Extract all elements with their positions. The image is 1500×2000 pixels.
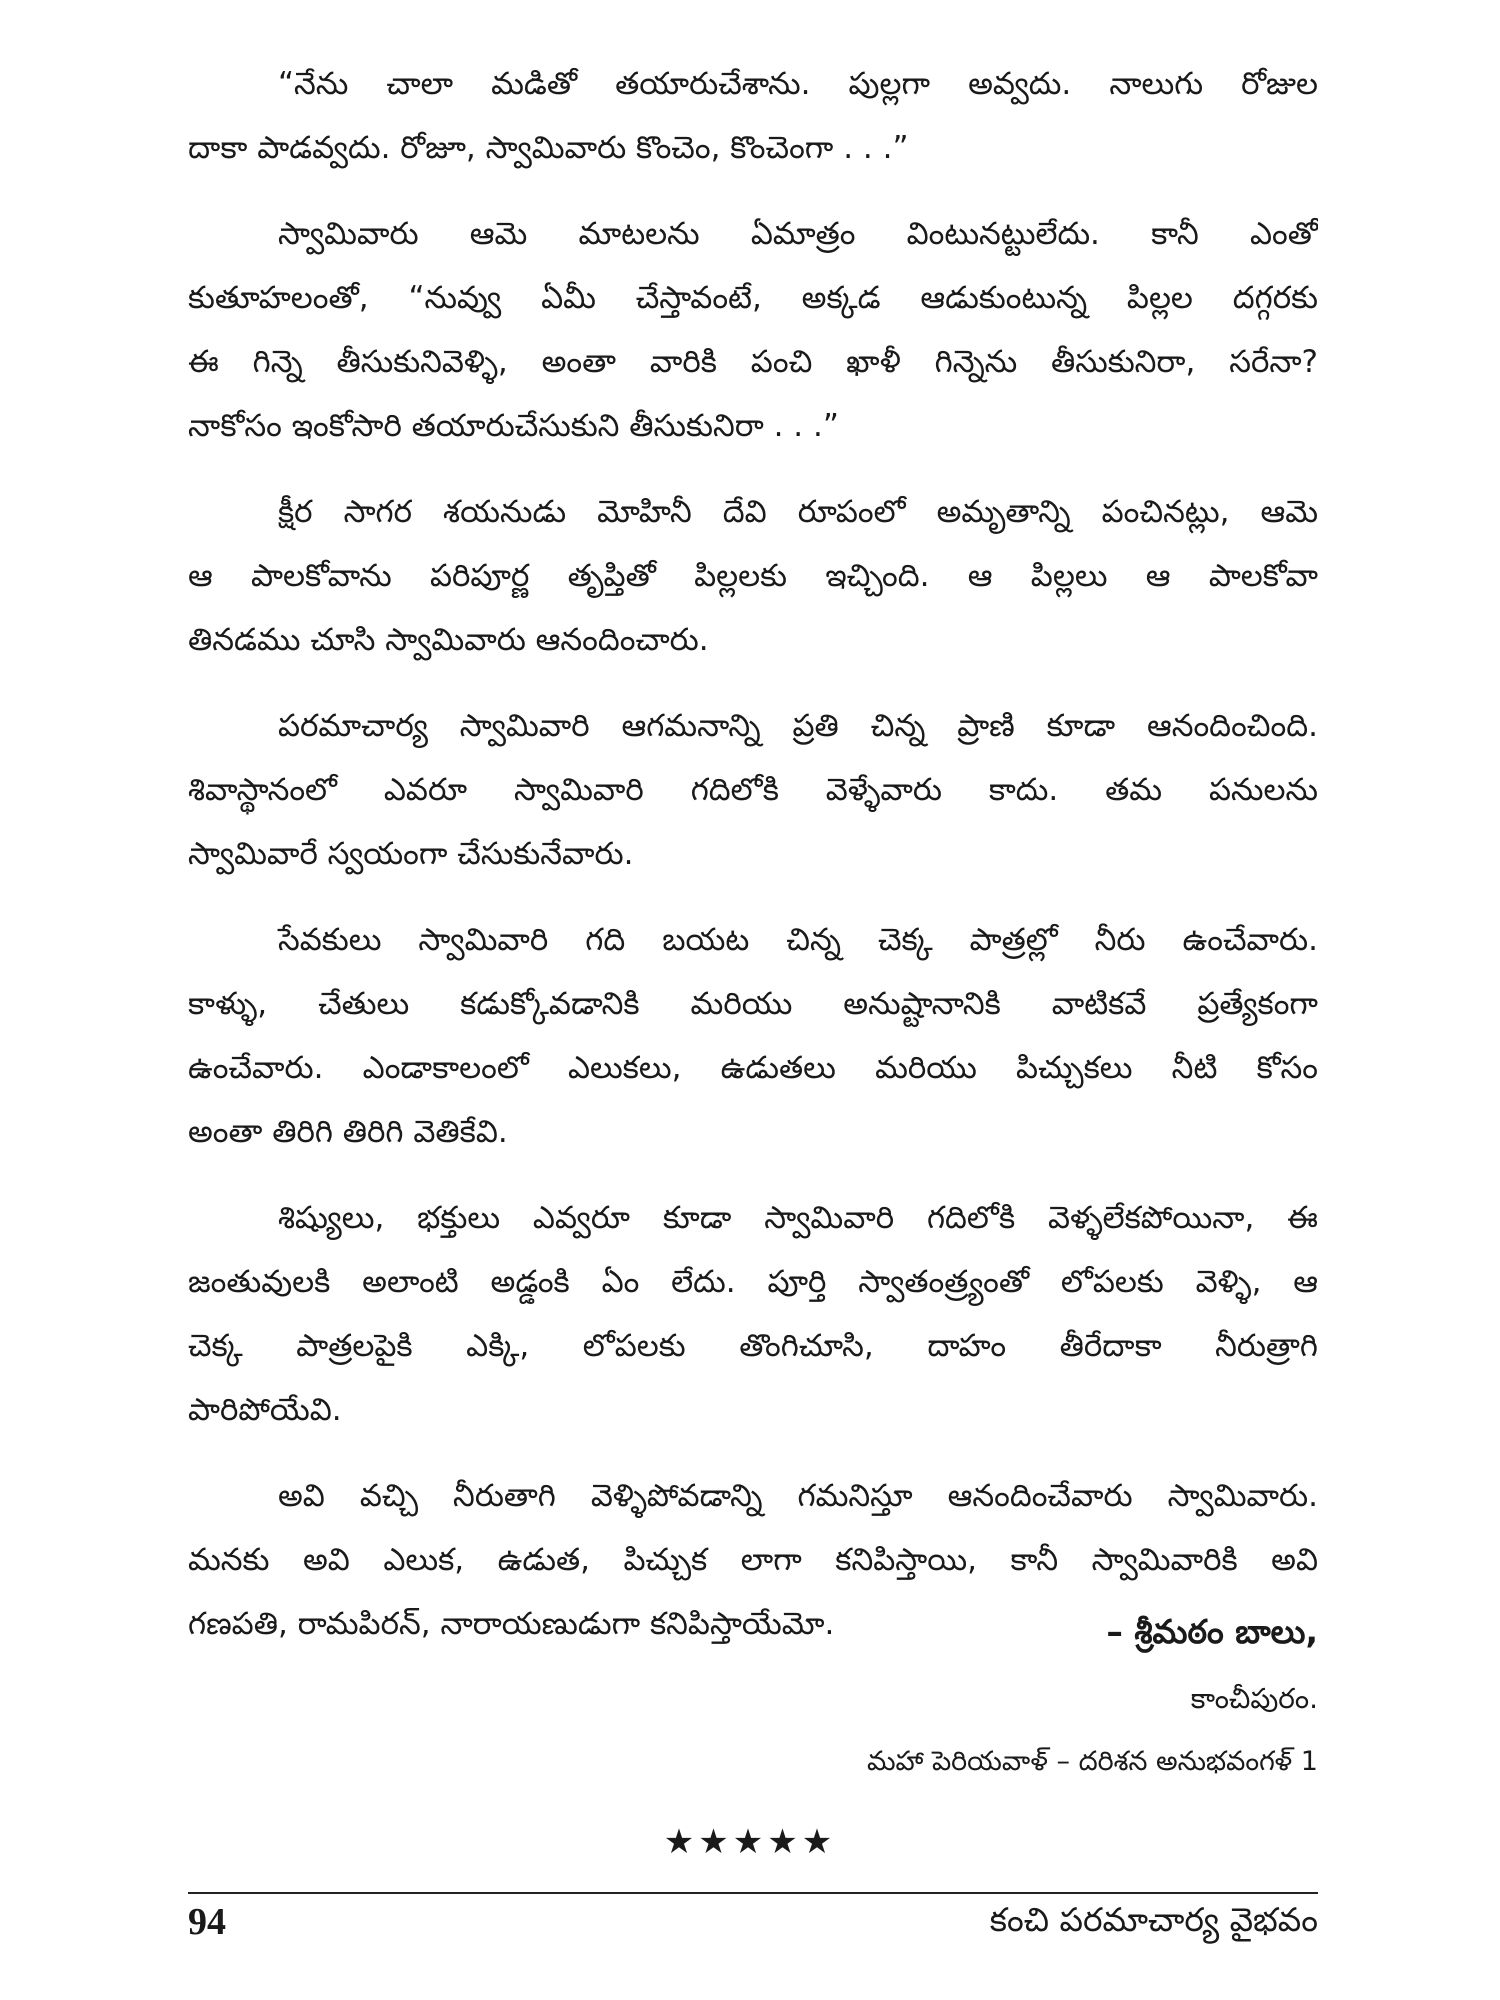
text-line: పరమాచార్య స్వామివారి ఆగమనాన్ని ప్రతి చిన్న ప్రాణి కూడా ఆనందించింది. xyxy=(278,708,1318,744)
text-line: స్వామివారు ఆమె మాటలను ఏమాత్రం వింటునట్టులేదు. కానీ ఎంతో xyxy=(278,216,1318,252)
text-line: స్వామివారే స్వయంగా చేసుకునేవారు. xyxy=(188,836,634,872)
text-line: “నేను చాలా మడితో తయారుచేశాను. పుల్లగా అవ్వదు. నాలుగు రోజుల xyxy=(278,66,1318,102)
text-line: అవి వచ్చి నీరుతాగి వెళ్ళిపోవడాన్ని గమనిస్తూ ఆనందించేవారు స్వామివారు. xyxy=(278,1478,1318,1514)
paragraph-2 xyxy=(188,202,1318,458)
text-line: మనకు అవి ఎలుక, ఉడుత, పిచ్చుక లాగా కనిపిస్తాయి, కానీ స్వామివారికి అవి xyxy=(188,1542,1318,1578)
text-line: నాకోసం ఇంకోసారి తయారుచేసుకుని తీసుకునిరా . . .” xyxy=(188,408,839,444)
text-line: క్షీర సాగర శయనుడు మోహినీ దేవి రూపంలో అమృతాన్ని పంచినట్లు, ఆమె xyxy=(278,494,1318,530)
text-line: ఉంచేవారు. ఎండాకాలంలో ఎలుకలు, ఉడుతలు మరియు పిచ్చుకలు నీటి కోసం xyxy=(188,1050,1318,1086)
paragraph-1 xyxy=(188,52,1318,180)
text-line: ఆ పాలకోవాను పరిపూర్ణ తృప్తితో పిల్లలకు ఇచ్చింది. ఆ పిల్లలు ఆ పాలకోవా xyxy=(188,558,1318,594)
text-line: తినడము చూసి స్వామివారు ఆనందించారు. xyxy=(188,622,709,658)
text-line: జంతువులకి అలాంటి అడ్డంకి ఏం లేదు. పూర్తి స్వాతంత్ర్యంతో లోపలకు వెళ్ళి, ఆ xyxy=(188,1264,1318,1300)
paragraph-4 xyxy=(188,694,1318,886)
text-line: చెక్క పాత్రలపైకి ఎక్కి, లోపలకు తొంగిచూసి, దాహం తీరేదాకా నీరుత్రాగి xyxy=(188,1328,1318,1364)
text-line: గణపతి, రామపిరన్, నారాయణుడుగా కనిపిస్తాయేమో. xyxy=(188,1606,835,1642)
text-line: ఈ గిన్నె తీసుకునివెళ్ళి, అంతా వారికి పంచి ఖాళీ గిన్నెను తీసుకునిరా, సరేనా? xyxy=(188,344,1318,380)
text-line: కాళ్ళు, చేతులు కడుక్కోవడానికి మరియు అనుష్టానానికి వాటికవే ప్రత్యేకంగా xyxy=(188,986,1318,1022)
source-citation: మహా పెరియవాళ్ – దరిశన అనుభవంగళ్ 1 xyxy=(866,1746,1318,1777)
text-line: పారిపోయేవి. xyxy=(188,1392,342,1428)
paragraph-5 xyxy=(188,908,1318,1164)
text-line: శిష్యులు, భక్తులు ఎవ్వరూ కూడా స్వామివారి గదిలోకి వెళ్ళలేకపోయినా, ఈ xyxy=(278,1200,1318,1236)
paragraph-6 xyxy=(188,1186,1318,1442)
page-number: 94 xyxy=(188,1901,226,1943)
paragraph-3 xyxy=(188,480,1318,672)
text-line: శివాస్థానంలో ఎవరూ స్వామివారి గదిలోకి వెళ్ళేవారు కాదు. తమ పనులను xyxy=(188,772,1318,808)
text-line: కుతూహలంతో, “నువ్వు ఏమీ చేస్తావంటే, అక్కడ ఆడుకుంటున్న పిల్లల దగ్గరకు xyxy=(188,280,1318,316)
body-text xyxy=(188,52,1318,1678)
text-line: దాకా పాడవ్వదు. రోజూ, స్వామివారు కొంచెం, కొంచెంగా . . .” xyxy=(188,130,909,166)
author-place: కాంచీపురం. xyxy=(1190,1682,1318,1715)
footer-divider xyxy=(188,1892,1318,1894)
text-line: సేవకులు స్వామివారి గది బయట చిన్న చెక్క పాత్రల్లో నీరు ఉంచేవారు. xyxy=(278,922,1318,958)
text-line: అంతా తిరిగి తిరిగి వెతికేవి. xyxy=(188,1114,508,1150)
running-footer-title: కంచి పరమాచార్య వైభవం xyxy=(989,1900,1318,1939)
section-separator-stars: ★★★★★ xyxy=(663,1822,837,1862)
author-signature: – శ్రీమఠం బాలు, xyxy=(1106,1612,1318,1651)
